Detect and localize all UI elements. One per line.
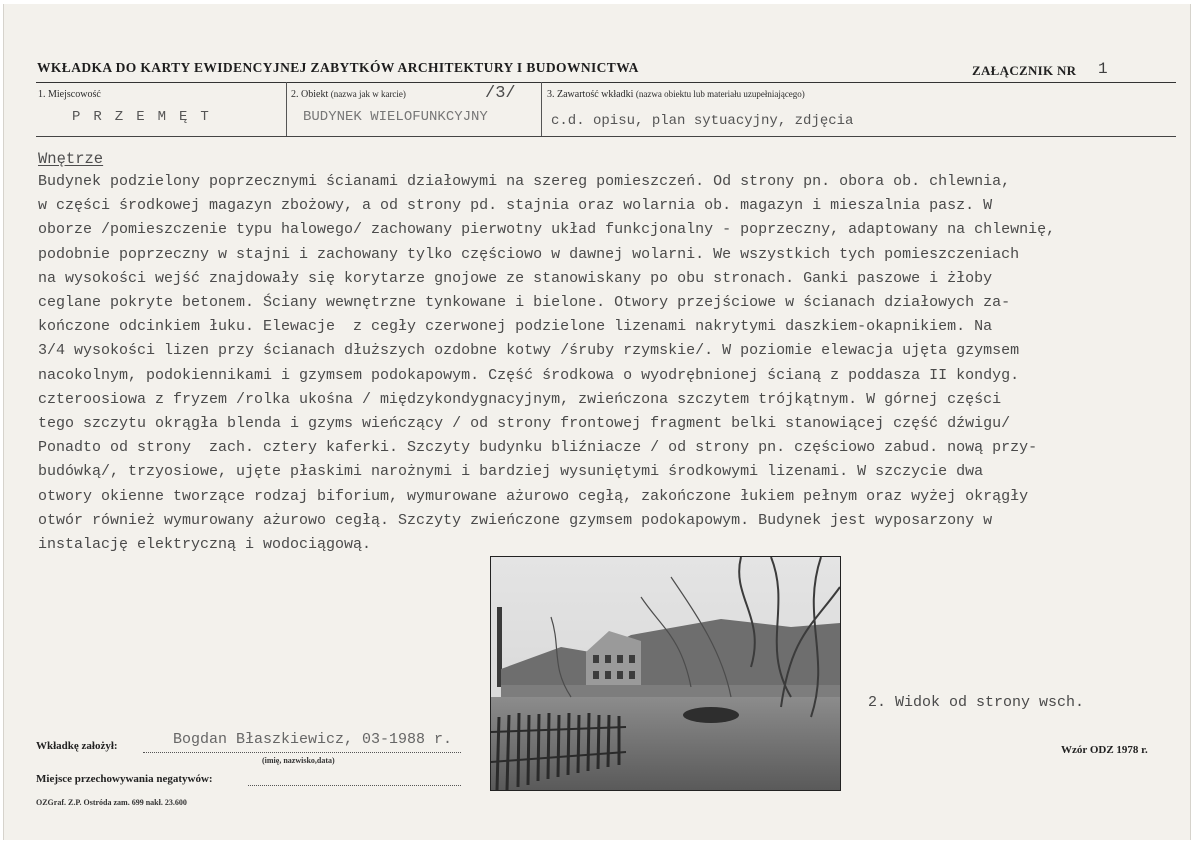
description-line: 3/4 wysokości lizen przy ścianach dłuższych ozdobne kotwy /śruby rzymskie/. W poziomie elewacja ujęta gzymsem xyxy=(38,342,1020,360)
building-photo xyxy=(490,556,841,791)
object-number: /3/ xyxy=(485,84,516,103)
object-label xyxy=(291,89,406,100)
section-heading: Wnętrze xyxy=(38,150,104,168)
object-label-note: (nazwa jak w karcie) xyxy=(330,89,406,99)
description-line: podobnie poprzeczny w stajni i zachowany tylko częściowo w dawnej wolarni. We wszystkich tych pomieszczeniach xyxy=(38,245,1020,263)
fields-bottom-rule xyxy=(36,136,1176,137)
contents-value: c.d. opisu, plan sytuacyjny, zdjęcia xyxy=(551,113,854,129)
founder-dotted-line xyxy=(143,752,461,753)
object-label-text: 2. Obiekt xyxy=(291,89,329,100)
object-value: BUDYNEK WIELOFUNKCYJNY xyxy=(303,109,488,125)
negatives-dotted-line xyxy=(248,785,461,786)
description-line: Budynek podzielony poprzecznymi ścianami działowymi na szereg pomieszczeń. Od strony pn. obora ob. chlewnia, xyxy=(38,173,1011,190)
annex-number: 1 xyxy=(1098,60,1108,78)
founder-sub-label: (imię, nazwisko,data) xyxy=(262,756,335,765)
description-line: Ponadto od strony zach. cztery kaferki. Szczyty budynku bliźniacze / od strony pn. częściowo zabud. nową przy- xyxy=(38,439,1038,457)
description-line: nacokolnym, podokiennikami i gzymsem podokapowym. Część środkowa o wyodrębnionej ścianą z poddasza II kondyg. xyxy=(38,366,1020,384)
field-divider-2 xyxy=(541,82,542,137)
header-rule xyxy=(36,82,1176,83)
description-line: ceglane pokryte betonem. Ściany wewnętrzne tynkowane i bielone. Otwory przejściowe w ścianach działowych za- xyxy=(38,294,1011,312)
founder-value: Bogdan Błaszkiewicz, 03-1988 r. xyxy=(173,731,453,748)
negatives-label: Miejsce przechowywania negatywów: xyxy=(36,773,213,785)
document-title: WKŁADKA DO KARTY EWIDENCYJNEJ ZABYTKÓW ARCHITEKTURY I BUDOWNICTWA xyxy=(37,60,639,75)
place-value: PRZEMĘT xyxy=(72,109,222,125)
description-line: otwór również wymurowany ażurowo cegłą. Szczyty zwieńczone gzymsem podokapowym. Budynek jest wyposarzony w xyxy=(38,511,993,529)
place-label: 1. Miejscowość xyxy=(38,89,101,100)
description-line: instalację elektryczną i wodociągową. xyxy=(38,536,372,554)
annex-label: ZAŁĄCZNIK NR xyxy=(972,63,1077,78)
printer-note: OZGraf. Z.P. Ostróda zam. 699 nakł. 23.600 xyxy=(36,798,187,807)
field-divider-1 xyxy=(286,82,287,137)
form-number: Wzór ODZ 1978 r. xyxy=(1061,744,1148,756)
contents-label-note: (nazwa obiektu lub materiału uzupełniającego) xyxy=(635,89,805,99)
founder-label: Wkładkę założył: xyxy=(36,740,118,752)
description-line: czteroosiowa z fryzem /rolka ukośna / międzykondygnacyjnym, zwieńczona szczytem trójkątnym. W górnej części xyxy=(38,390,1002,408)
description-line: kończone odcinkiem łuku. Elewacje z cegły czerwonej podzielone lizenami nakrytymi daszkiem-okapnikiem. Na xyxy=(38,318,993,336)
photo-caption: 2. Widok od strony wsch. xyxy=(868,694,1085,711)
description-line: otwory okienne tworzące rodzaj biforium, wymurowane ażurowo cegłą, zakończone łukiem pełnym oraz wyżej okrągły xyxy=(38,487,1029,505)
description-line: tego szczytu okrągła blenda i gzyms wieńczący / od strony frontowej fragment belki stanowiącej część dźwigu/ xyxy=(38,415,1011,433)
description-text xyxy=(38,170,1173,557)
contents-label-text: 3. Zawartość wkładki xyxy=(547,89,634,100)
contents-label xyxy=(547,89,805,100)
description-line: budówką/, trzyosiowe, ujęte płaskimi narożnymi i bardziej wysuniętymi środkowymi lizenami. W szczycie dwa xyxy=(38,463,984,481)
description-line: oborze /pomieszczenie typu halowego/ zachowany pierwotny układ funkcjonalny - poprzeczny, adaptowany na chlewnię, xyxy=(38,221,1056,239)
description-line: w części środkowej magazyn zbożowy, a od strony pd. stajnia oraz wolarnia ob. magazyn i mieszalnia pasz. W xyxy=(38,197,993,215)
description-line: na wysokości wejść znajdowały się korytarze gnojowe ze stanowiskany po obu stronach. Ganki paszowe i żłoby xyxy=(38,269,993,287)
